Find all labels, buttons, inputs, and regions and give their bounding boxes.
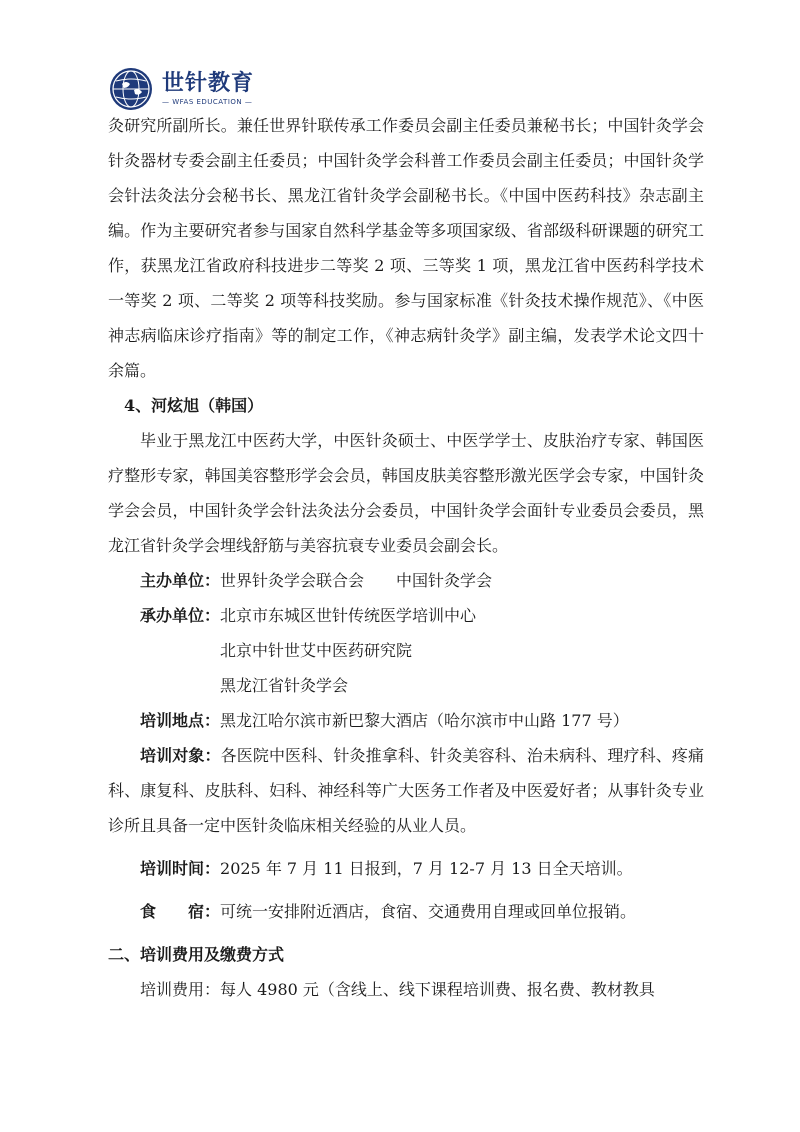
section2-heading: 二、培训费用及缴费方式 [108, 945, 285, 964]
header [108, 66, 254, 112]
organizer-row [108, 598, 704, 703]
organizer-item: 黑龙江省针灸学会 [220, 676, 349, 695]
organizer-label: 承办单位： [140, 606, 221, 625]
audience-row [108, 738, 704, 843]
host-label: 主办单位： [140, 571, 221, 590]
bio3-paragraph: 灸研究所副所长。兼任世界针联传承工作委员会副主任委员兼秘书长；中国针灸学会针灸器材专委会副主任委员；中国针灸学会科普工作委员会副主任委员；中国针灸学会针法灸法分会秘书长、黑龙江省针灸学会副秘书长。《中国中医药科技》杂志副主编。作为主要研究者参与国家自然科学基金等多项国家级、省部级科研课题的研究工作，获黑龙江省政府科技进步二等奖 2 项、三等奖 1 项，黑龙江省中医药科学技术一等奖 2 项、二等奖 2 项等科技奖励。参与国家标准《针灸技术操作规范》、《中医神志病临床诊疗指南》等的制定工作，《神志病针灸学》副主编，发表学术论文四十余篇。 [108, 116, 704, 380]
venue-value: 黑龙江哈尔滨市新巴黎大酒店（哈尔滨市中山路 177 号） [220, 711, 629, 730]
expert4-bio: 毕业于黑龙江中医药大学，中医针灸硕士、中医学学士、皮肤治疗专家、韩国医疗整形专家，韩国美容整形学会会员，韩国皮肤美容整形激光医学会专家，中国针灸学会会员，中国针灸学会针法灸法分会委员，中国针灸学会面针专业委员会委员，黑龙江省针灸学会埋线舒筋与美容抗衰专业委员会副会长。 [108, 431, 704, 555]
fee-text: 培训费用：每人 4980 元（含线上、线下课程培训费、报名费、教材教具 [140, 980, 655, 999]
time-value: 2025 年 7 月 11 日报到，7 月 12-7 月 13 日全天培训。 [220, 859, 633, 878]
globe-logo-icon [108, 66, 154, 112]
lodging-label-2: 宿： [188, 902, 221, 921]
lodging-value: 可统一安排附近酒店，食宿、交通费用自理或回单位报销。 [220, 902, 637, 921]
lodging-row [108, 894, 704, 929]
expert4-heading: 4、河炫旭（韩国） [124, 396, 264, 415]
audience-value: 各医院中医科、针灸推拿科、针灸美容科、治未病科、理疗科、疼痛科、康复科、皮肤科、妇科、神经科等广大医务工作者及中医爱好者；从事针灸专业诊所且具备一定中医针灸临床相关经验的从业人员。 [108, 746, 704, 835]
organizer-item: 北京市东城区世针传统医学培训中心 [220, 606, 477, 625]
venue-row [108, 703, 704, 738]
organizer-item: 北京中针世艾中医药研究院 [220, 641, 413, 660]
host-value-1: 世界针灸学会联合会 [220, 571, 365, 590]
document-body [108, 108, 704, 1007]
host-value-2: 中国针灸学会 [396, 571, 493, 590]
time-label: 培训时间： [140, 859, 221, 878]
audience-label: 培训对象： [140, 746, 221, 765]
brand-subtitle: — WFAS EDUCATION — [162, 98, 253, 106]
time-row [108, 851, 704, 886]
venue-label: 培训地点： [140, 711, 221, 730]
brand-name: 世针教育 [162, 71, 255, 96]
lodging-label-1: 食 [140, 902, 189, 921]
host-row [108, 563, 704, 598]
